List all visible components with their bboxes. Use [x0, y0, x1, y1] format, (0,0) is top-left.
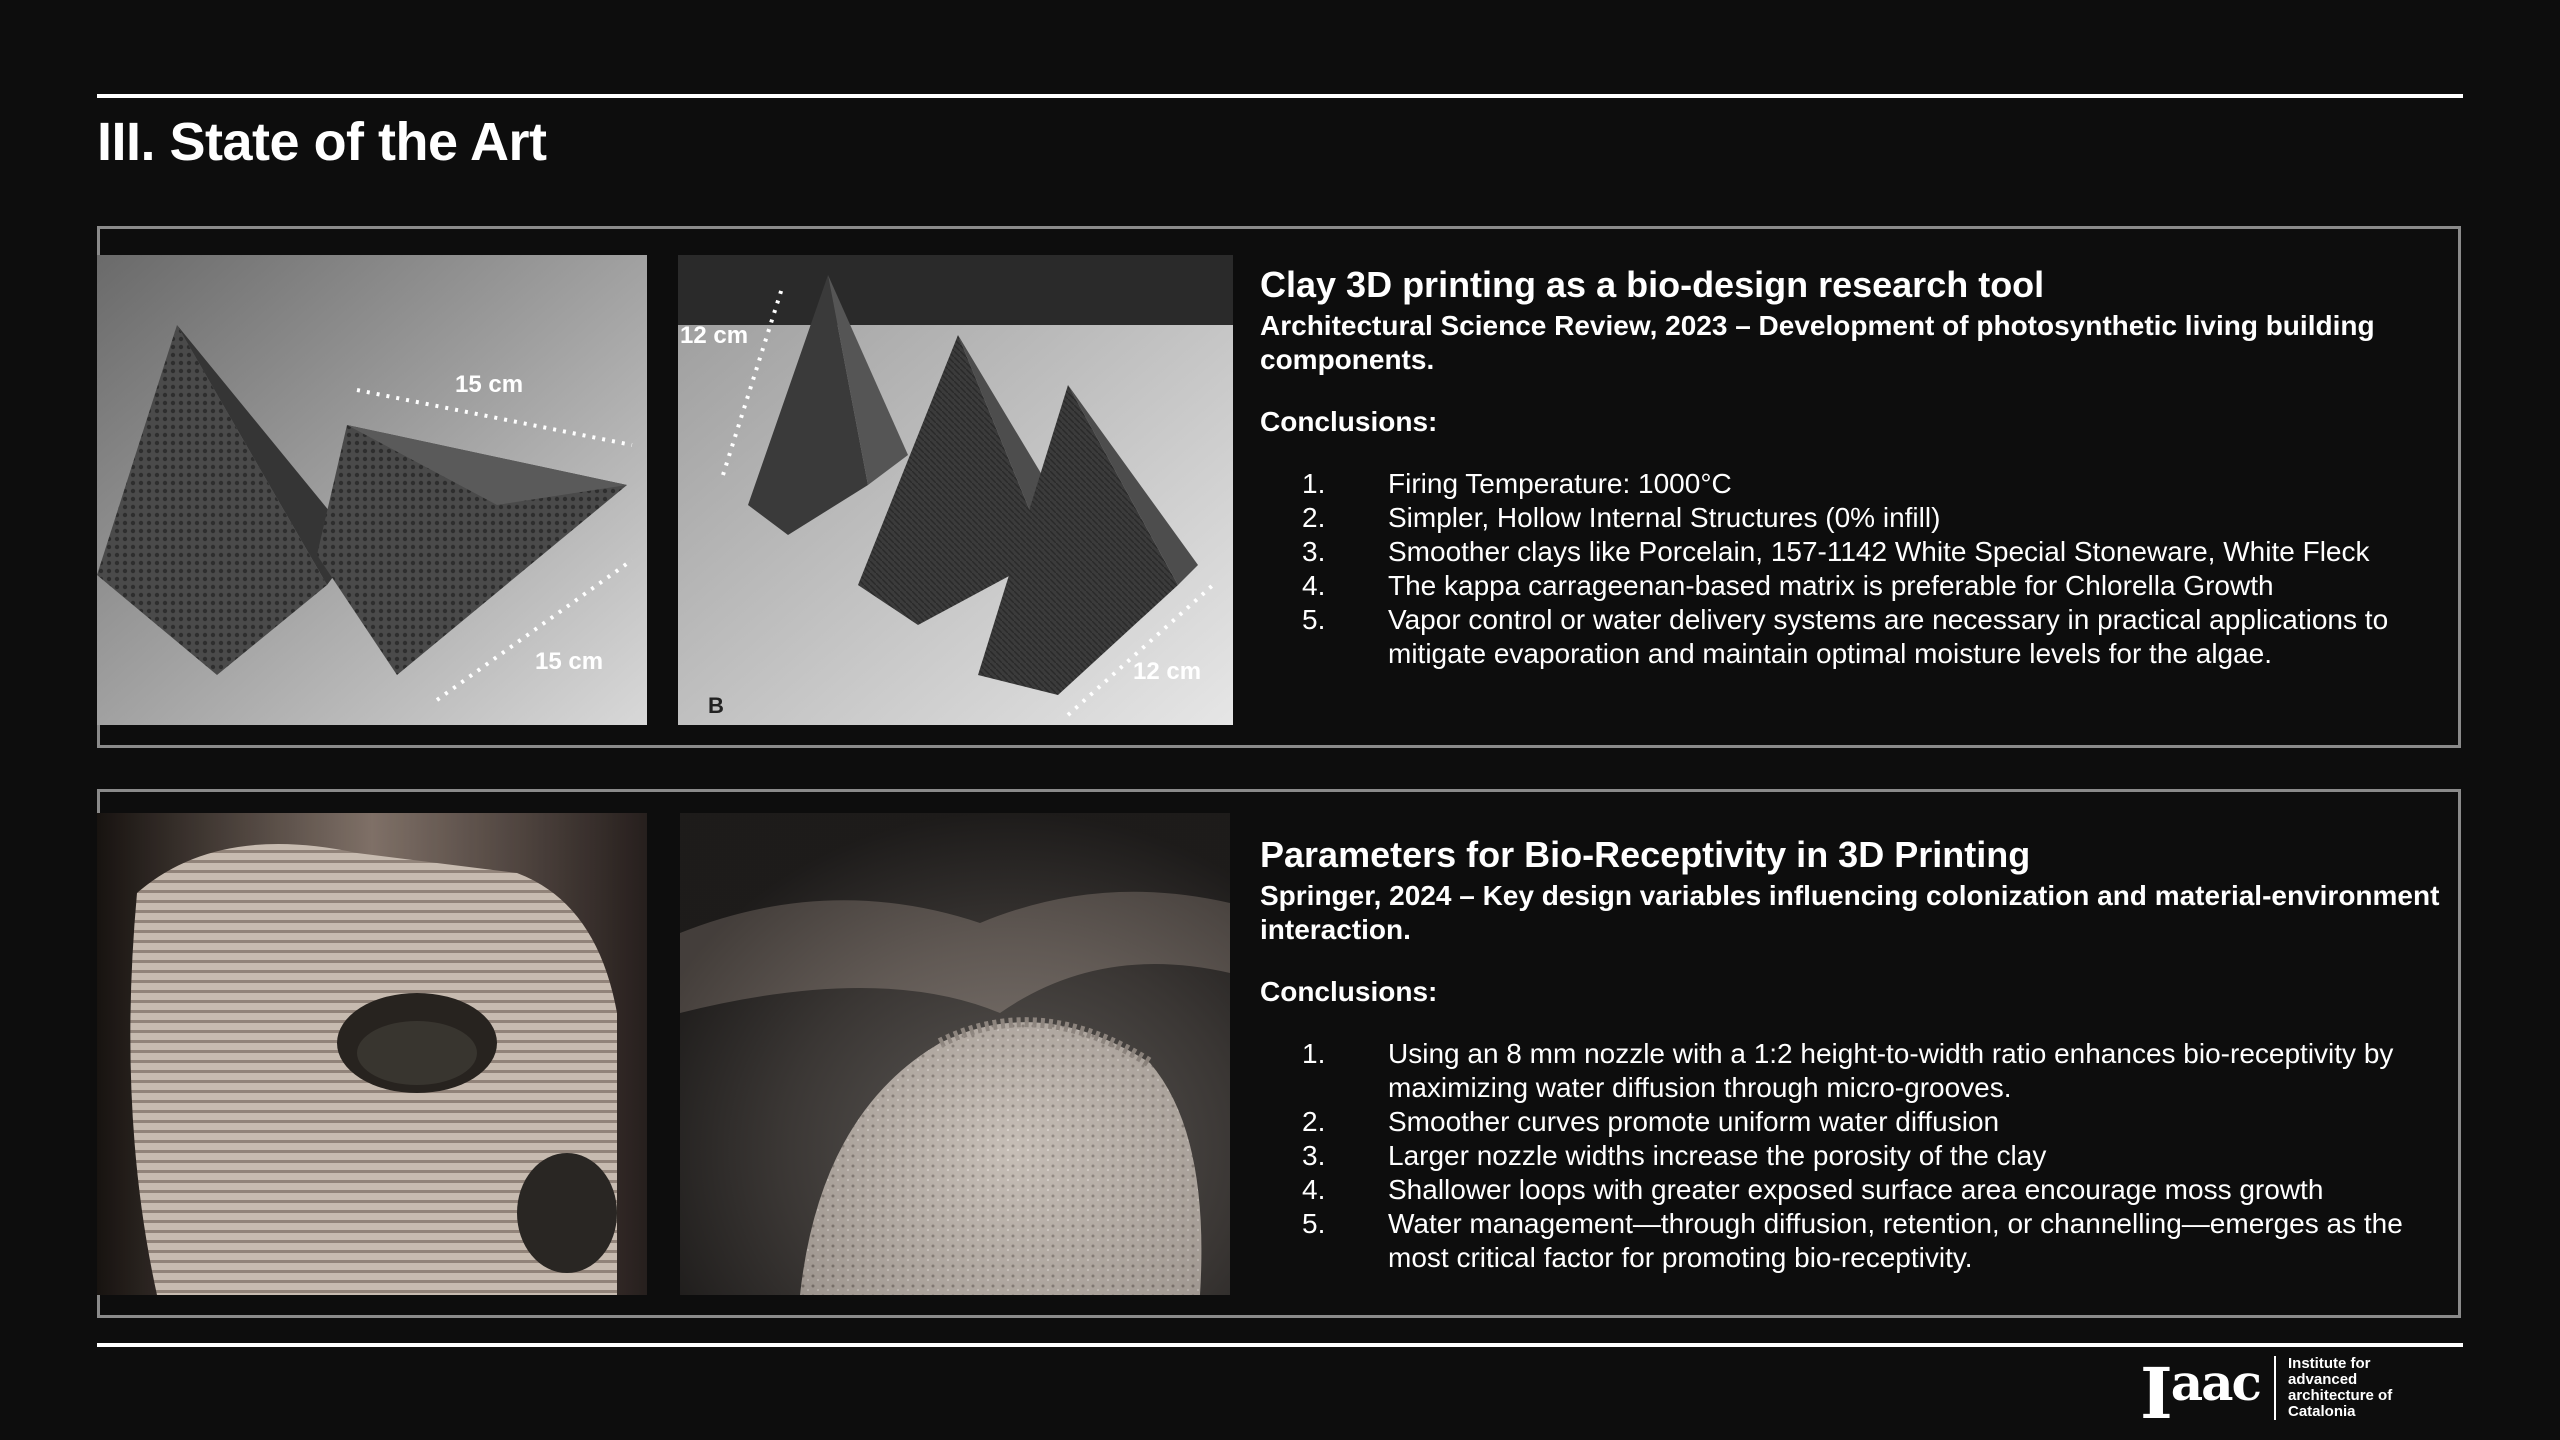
list-item: [1260, 1207, 2440, 1275]
dimension-label: 12 cm: [680, 322, 749, 349]
list-number: 1.: [1302, 468, 1326, 499]
list-item: [1260, 1139, 2440, 1173]
list-text: Using an 8 mm nozzle with a 1:2 height-to-width ratio enhances bio-receptivity by maximizing water diffusion through micro-grooves.: [1388, 1038, 2394, 1103]
list-item: [1260, 501, 2440, 535]
study-title: Clay 3D printing as a bio-design research tool: [1260, 264, 2045, 305]
logo-divider: [2274, 1356, 2276, 1420]
list-item: [1260, 569, 2440, 603]
conclusions-list: [1260, 1037, 2440, 1275]
dimension-label: 12 cm: [1133, 658, 1202, 685]
study-subtitle: Springer, 2024 – Key design variables influencing colonization and material-environment interaction.: [1260, 880, 2440, 945]
list-number: 5.: [1302, 604, 1326, 635]
logo-mark: [2140, 1348, 2260, 1435]
list-text: Vapor control or water delivery systems are necessary in practical applications to mitigate evaporation and maintain optimal moisture levels for the algae.: [1388, 604, 2389, 669]
study-text-1: [1260, 263, 2440, 671]
study-panel-2: [97, 789, 2461, 1318]
top-rule: [97, 94, 2463, 98]
logo-text: Institute for advanced architecture of Catalonia: [2288, 1355, 2393, 1420]
list-number: 2.: [1302, 502, 1326, 533]
list-number: 2.: [1302, 1106, 1326, 1137]
study-panel-1: [97, 226, 2461, 748]
conclusions-label: Conclusions:: [1260, 976, 1438, 1007]
conclusions-label: Conclusions:: [1260, 406, 1438, 437]
list-item: [1260, 467, 2440, 501]
list-text: The kappa carrageenan-based matrix is preferable for Chlorella Growth: [1388, 570, 2274, 601]
logo-mark-sup: aac: [2170, 1352, 2260, 1412]
study-text-2: [1260, 833, 2440, 1275]
list-number: 5.: [1302, 1208, 1326, 1239]
list-item: [1260, 1037, 2440, 1105]
list-number: 3.: [1302, 536, 1326, 567]
iaac-logo: [2140, 1351, 2408, 1435]
study-subtitle: Architectural Science Review, 2023 – Development of photosynthetic living building components.: [1260, 310, 2375, 375]
list-text: Shallower loops with greater exposed surface area encourage moss growth: [1388, 1174, 2324, 1205]
list-item: [1260, 1173, 2440, 1207]
list-text: Smoother curves promote uniform water diffusion: [1388, 1106, 2000, 1137]
list-number: 4.: [1302, 1174, 1326, 1205]
photo-triangular-prints: [97, 255, 647, 725]
list-number: 1.: [1302, 1038, 1326, 1069]
dimension-label: 15 cm: [455, 371, 524, 398]
list-text: Water management—through diffusion, retention, or channelling—emerges as the most critical factor for promoting bio-receptivity.: [1388, 1208, 2403, 1273]
list-item: [1260, 1105, 2440, 1139]
list-item: [1260, 535, 2440, 569]
list-text: Larger nozzle widths increase the porosity of the clay: [1388, 1140, 2047, 1171]
study-title: Parameters for Bio-Receptivity in 3D Printing: [1260, 834, 2031, 875]
conclusions-list: [1260, 467, 2440, 671]
bottom-rule: [97, 1343, 2463, 1347]
list-text: Simpler, Hollow Internal Structures (0% infill): [1388, 502, 1941, 533]
list-text: Smoother clays like Porcelain, 157-1142 White Special Stoneware, White Fleck: [1388, 536, 2370, 567]
slide-title: III. State of the Art: [97, 112, 547, 172]
list-number: 4.: [1302, 570, 1326, 601]
photo-clay-texture-closeup: [680, 813, 1230, 1295]
list-number: 3.: [1302, 1140, 1326, 1171]
photo-pyramid-prints: [678, 255, 1233, 725]
list-item: [1260, 603, 2440, 671]
logo-mark-letter: I: [2140, 1351, 2171, 1435]
dimension-label: 15 cm: [535, 648, 604, 675]
photo-clay-moss-print: [97, 813, 647, 1295]
list-text: Firing Temperature: 1000°C: [1388, 468, 1732, 499]
figure-panel-label: B: [708, 693, 724, 718]
